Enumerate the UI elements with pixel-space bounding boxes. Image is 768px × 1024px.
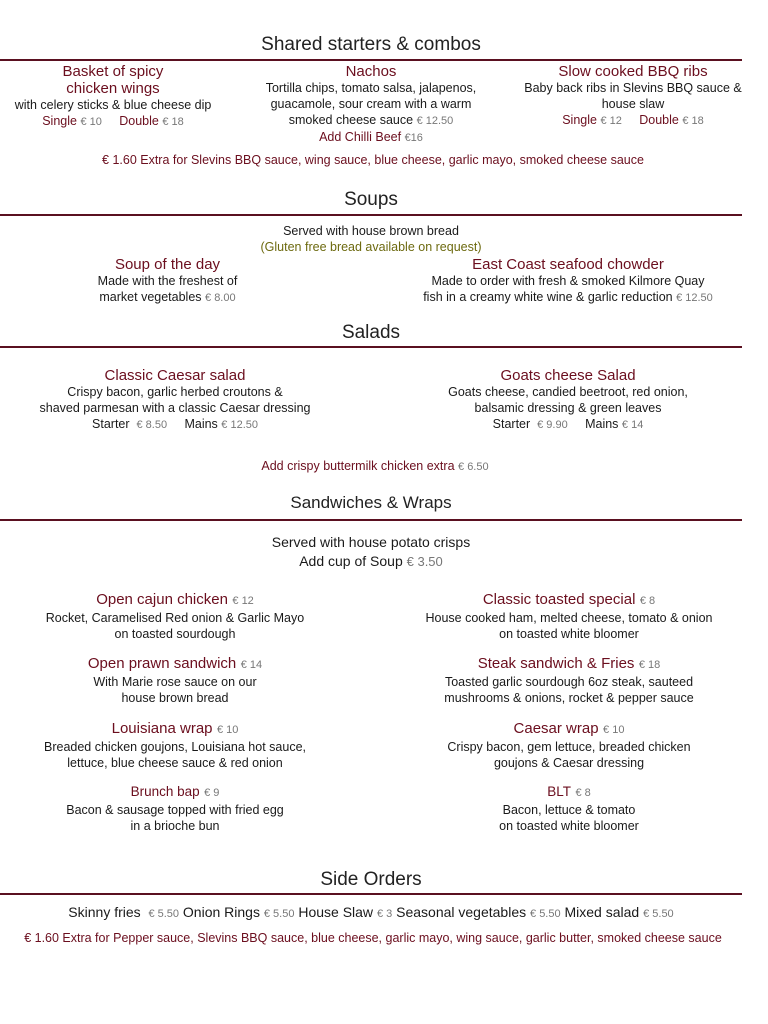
dish-description: Tortilla chips, tomato salsa, jalapenos, <box>265 81 477 95</box>
menu-item-steak-sandwich <box>418 655 720 706</box>
menu-item-classic-toasted-special <box>418 591 720 642</box>
dish-description: Crispy bacon, gem lettuce, breaded chicken <box>447 740 691 754</box>
single-label: Single <box>562 113 597 127</box>
addon-label: Add crispy buttermilk chicken extra <box>261 459 455 473</box>
dish-price: € 10 <box>216 724 239 736</box>
section-divider <box>0 519 742 521</box>
dish-description: on toasted white bloomer <box>499 627 639 641</box>
double-price: € 18 <box>682 115 704 127</box>
addon-price: €16 <box>404 132 423 144</box>
dish-name: Open prawn sandwich <box>87 655 237 672</box>
dish-price: € 8 <box>575 787 591 799</box>
dish-name: Open cajun chicken <box>96 591 228 608</box>
dish-description: mushrooms & onions, rocket & pepper sauce <box>444 691 694 705</box>
price-options <box>430 416 706 433</box>
dish-description-end: fish in a creamy white wine & garlic reduction <box>423 290 673 304</box>
dish-description: guacamole, sour cream with a warm <box>270 97 472 111</box>
dish-name: Slow cooked BBQ ribs <box>558 63 708 80</box>
single-price: € 10 <box>80 116 102 128</box>
double-price: € 18 <box>162 116 184 128</box>
dish-name: Caesar wrap <box>513 720 599 737</box>
side-price: € 5.50 <box>148 908 180 920</box>
dish-description: Bacon & sausage topped with fried egg <box>66 803 284 817</box>
dish-name: Classic toasted special <box>482 591 636 608</box>
dish-price: € 12.50 <box>416 115 454 127</box>
side-price: € 3 <box>376 908 393 920</box>
side-price: € 5.50 <box>643 908 674 920</box>
dish-description: goujons & Caesar dressing <box>493 756 645 770</box>
side-item <box>298 904 392 920</box>
dish-name: Brunch bap <box>130 784 200 799</box>
dish-description <box>412 289 724 306</box>
dish-description: Rocket, Caramelised Red onion & Garlic Mayo <box>45 611 305 625</box>
dish-price: € 8.00 <box>205 292 236 304</box>
side-name: Skinny fries <box>68 904 141 920</box>
section-title-soups: Soups <box>344 189 398 210</box>
menu-item-open-prawn-sandwich <box>40 655 310 706</box>
side-name: Onion Rings <box>182 904 260 920</box>
section-title-salads: Salads <box>341 322 401 343</box>
dish-description-end: market vegetables <box>99 290 202 304</box>
dish-price: € 14 <box>240 659 263 671</box>
side-item <box>68 904 179 920</box>
dish-name: Louisiana wrap <box>111 720 213 737</box>
dish-description: Crispy bacon, garlic herbed croutons & <box>67 385 283 399</box>
menu-item-wings <box>8 63 218 130</box>
dish-price: € 9 <box>204 787 220 799</box>
dish-description: house slaw <box>601 97 665 111</box>
section-divider <box>0 893 742 895</box>
dish-description: on toasted sourdough <box>114 627 236 641</box>
price-options <box>8 113 218 130</box>
dish-description: Made with the freshest of <box>97 274 238 288</box>
single-label: Single <box>42 114 77 128</box>
menu-item-open-cajun-chicken <box>40 591 310 642</box>
side-item <box>396 904 560 920</box>
dish-description: House cooked ham, melted cheese, tomato & onion <box>425 611 713 625</box>
single-price: € 12 <box>600 115 622 127</box>
section-title-sides: Side Orders <box>320 869 422 890</box>
dish-price: € 10 <box>603 724 625 736</box>
dish-description: shaved parmesan with a classic Caesar dressing <box>39 401 311 415</box>
dish-price: € 18 <box>638 659 661 671</box>
price-options <box>30 416 320 433</box>
mains-price: € 14 <box>621 419 644 431</box>
dish-description: Breaded chicken goujons, Louisiana hot sauce, <box>44 740 306 754</box>
dish-description: in a brioche bun <box>130 819 220 833</box>
dish-name: Soup of the day <box>114 256 221 273</box>
dish-description: lettuce, blue cheese sauce & red onion <box>67 756 283 770</box>
dish-price: € 12.50 <box>676 292 713 304</box>
menu-item-brunch-bap <box>40 783 310 834</box>
menu-item-caesar-wrap <box>418 720 720 771</box>
side-item <box>565 904 674 920</box>
dish-description: Baby back ribs in Slevins BBQ sauce & <box>524 81 742 95</box>
double-label: Double <box>639 113 679 127</box>
dish-name: East Coast seafood chowder <box>472 256 664 273</box>
dish-description: Goats cheese, candied beetroot, red onion, <box>448 385 688 399</box>
addon-label: Add Chilli Beef <box>319 130 402 144</box>
dish-description: Bacon, lettuce & tomato <box>502 803 636 817</box>
dish-name: Classic Caesar salad <box>104 367 246 384</box>
mains-price: € 12.50 <box>221 419 258 431</box>
sandwiches-served-note: Served with house potato crisps <box>271 534 471 550</box>
soups-served-note: Served with house brown bread <box>283 224 459 238</box>
starter-label: Starter <box>92 417 130 431</box>
menu-item-blt <box>418 783 720 834</box>
menu-item-chowder <box>412 256 724 306</box>
section-divider <box>0 59 742 61</box>
side-orders-list <box>0 904 742 920</box>
salad-addon <box>0 458 750 475</box>
mains-label: Mains <box>585 417 619 431</box>
dish-description: with celery sticks & blue cheese dip <box>14 98 212 112</box>
dish-description: Toasted garlic sourdough 6oz steak, sauteed <box>444 675 694 689</box>
dish-description <box>246 112 496 129</box>
section-divider <box>0 346 742 348</box>
dish-description <box>70 289 265 306</box>
side-price: € 5.50 <box>263 908 295 920</box>
dish-price: € 12 <box>232 595 254 607</box>
menu-item-ribs <box>520 63 746 129</box>
dish-description: Made to order with fresh & smoked Kilmore Quay <box>431 274 705 288</box>
side-item <box>183 904 295 920</box>
dish-name: BLT <box>547 784 571 799</box>
side-price: € 5.50 <box>530 908 561 920</box>
dish-name: Nachos <box>345 63 397 80</box>
menu-item-nachos <box>246 63 496 146</box>
dish-description: on toasted white bloomer <box>499 819 639 833</box>
double-label: Double <box>119 114 159 128</box>
starter-price: € 9.90 <box>537 419 568 431</box>
menu-item-caesar-salad <box>30 367 320 433</box>
dish-description: With Marie rose sauce on our <box>93 675 257 689</box>
dish-description-end: smoked cheese sauce <box>288 113 414 127</box>
mains-label: Mains <box>184 417 218 431</box>
side-extras-note: € 1.60 Extra for Pepper sauce, Slevins BBQ sauce, blue cheese, garlic mayo, wing sauce, garlic butter, smoked cheese sauce <box>24 931 722 945</box>
dish-description: house brown bread <box>121 691 229 705</box>
dish-price: € 8 <box>639 595 656 607</box>
side-name: House Slaw <box>298 904 374 920</box>
sauce-extras-note: € 1.60 Extra for Slevins BBQ sauce, wing sauce, blue cheese, garlic mayo, smoked cheese sauce <box>102 153 644 167</box>
addon-price: € 6.50 <box>458 461 489 473</box>
side-name: Seasonal vegetables <box>396 904 527 920</box>
dish-name: Steak sandwich & Fries <box>477 655 635 672</box>
section-title-sandwiches: Sandwiches & Wraps <box>290 493 452 512</box>
addon-price: € 3.50 <box>406 554 443 569</box>
menu-item-soup-of-the-day <box>70 256 265 306</box>
starter-price: € 8.50 <box>136 419 168 431</box>
dish-description: balsamic dressing & green leaves <box>474 401 662 415</box>
dish-name: Goats cheese Salad <box>500 367 636 384</box>
dish-name: chicken wings <box>66 80 160 97</box>
menu-item-louisiana-wrap <box>40 720 310 771</box>
addon-label: Add cup of Soup <box>299 553 403 569</box>
price-options <box>520 112 746 129</box>
section-title-starters: Shared starters & combos <box>261 34 481 55</box>
side-name: Mixed salad <box>564 904 640 920</box>
addon <box>246 129 496 146</box>
dish-name: Basket of spicy <box>62 63 164 80</box>
gluten-free-note: (Gluten free bread available on request) <box>260 240 482 254</box>
starter-label: Starter <box>492 417 531 431</box>
soup-addon <box>0 553 742 569</box>
menu-item-goats-cheese-salad <box>430 367 706 433</box>
section-divider <box>0 214 742 216</box>
